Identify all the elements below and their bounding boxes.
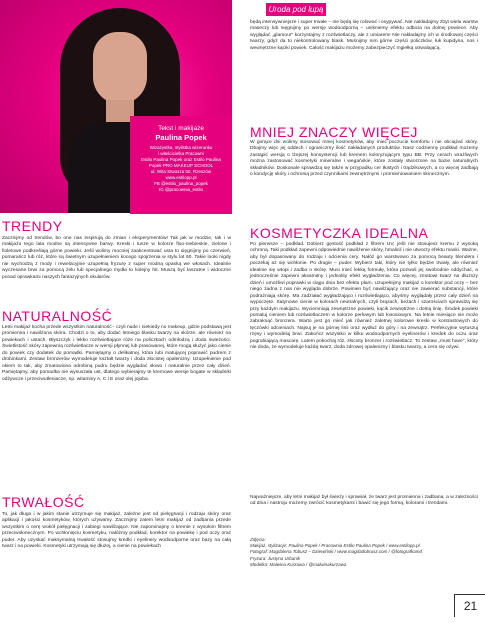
paragraph-trwalosc: To, jak długo i w jakim stanie utrzymuje się makijaż, zależne jest od pielęgnacji i rodzaju skóry oraz aplikacji i jakości kosmetyków, których używamy. Zacznijmy zatem letni makijaż od zadbania przede wszystkim o cerę wokół pielęgnacji i zabiegi nawilżające. Nie zapominajmy o kremie z wysokim filtrem przeciwsłonecznym. Po wchłonięciu kosmetyku, nałóżmy podkład, korektor na powiekę i pod oczy oraz puder. Aby uzyskać maksymalną trwałość stosujmy kredki i eyelinery wodoodporne oraz bazy na całą twarz i na powieki. Kosmetyki utrzymają się dłużej, a cienie na powiekach (2, 512, 231, 550)
credit-website-link[interactable]: www.estilopp.pl (165, 175, 197, 180)
credits-line: Fotograf: Magdalena Tobusz – Dziewiński / www.magdadobrusz.com / @fotografkamd (250, 549, 422, 555)
paragraph-intro-right: będą intensywniejsze i super trwałe – nie będą się rolować i osypywać. Nie nakładajmy zbyt wielu warstw maseczy lub sięgnijmy po wersję wodoodporną – unikniemy efektu odbicia na dolnej powiece. Aby wyglądać „glamour" korzystajmy z rozświetlaczy, ale z umiarem! Nie nakładajmy ich w środkowej części twarzy, gdyż da to niekontrolowany blask. Muśnijmy nim górne części policzków, łuk kupidyna, nos i wewnętrzne kąciki powiek. Całość makijażu możemy zabezpieczyć mgiełką utrwalającą. (250, 20, 478, 51)
credit-facebook-handle: FB @estilo_paulina_popek (154, 181, 208, 186)
credit-line: Estilo Paulina Popek oraz Estilo Paulina (141, 157, 221, 162)
paragraph-mniej-znaczy-wiecej: W gorące dni wolimy stosować mniej kosmetyków, aby mieć poczucie komfortu i nie obciążać skóry. Dbajmy więc jej oddech i ograniczmy ilość nakładanych produktów. Nasz codzienny podkład możemy zastąpić wersją o lżejszej konsystencji lub kremem koloryzującym typu BB. Przy cerach wrażliwych można zastosować kosmetyki mineralne i wegańskie, które zostały stworzone na bazie naturalnych składników. Doskonale sprawdzą się także w przypadku cer tłustych i trądzikowych, a co więcej zadbają o kondycję skóry i ochronią przed czynnikami zewnętrznymi i promieniowaniem słonecznym. (250, 140, 478, 178)
paragraph-trendy: Zacznijmy od trendów, bo one nas inspirują do zmian i eksperymentów! Tak jak w modzie, tak i w makijażu tego lata modne są intensywne barwy. Kreski i tusze w kolorze fluo-niebieskie, zielone i fioletowe podkreślają górne powieki. Jeśli wolimy mocniej zaakcentować usta to sięgnijmy po czerwień, pomarańcz lub róż, które są świetnym uzupełnieniem kocego spojrzenia w stylu lat 60. Takie looki nigdy nie wychodzą z mody i rewelacyjnie uzupełnią fryzurę z super modną opaską we włosach. Idealnie wyczesane brwi za pomocą żelu lub specjalnego mydła to kolejny hit. Muszą być łaszatne i widoczne ponad oprawkami naszych fantazyjnych okularów. (2, 236, 231, 280)
credit-instagram-handle: IG @pracownia_estilo (158, 187, 204, 192)
heading-trendy: TRENDY (2, 218, 63, 234)
credits-line: Zdjęcia: (250, 537, 266, 542)
heading-naturalnosc: NATURALNOŚĆ (2, 308, 113, 324)
credit-line: i właścicielka Pracowni (158, 151, 204, 156)
photo-face-shape (93, 32, 147, 104)
photo-credits (250, 537, 478, 568)
paragraph-closing: Najważniejsze, aby letni makijaż był świeży i sprawiał, że twarz jest promienna i zadbana, a w zależności od dnia i nastroju możemy zwrócić kosmetykami i bawić się jego formą, kolorami i trendami. (250, 495, 478, 507)
credit-line: Popek PRO MAKEUP SCHOOL (148, 163, 214, 168)
credits-line: Fryzura: Justyna Urbanik (250, 555, 301, 561)
credit-line: Wizażystka, stylistka wizerunku (149, 145, 213, 150)
author-name: Paulina Popek (155, 133, 207, 142)
heading-kosmetyczka-idealna: KOSMETYCZKA IDEALNA (250, 225, 429, 241)
credit-line: ul. Wita Stwosza 50, Rzeszów (150, 169, 212, 174)
paragraph-kosmetyczka-idealna: Po pierwsze – podkład. Dobierz gęstość podkład z filtrem UV, jeśli nie stosujesz kremu z wysoką ochroną. Taki podkład zapewni odpowiednie nawilżenie skóry, hmalicil i nie utworzy efektu maski. Ważne, aby był dopasowany do rodzaju i odcienia cery. Nałóż go warstwowo za pomocą beauty blendera i poczekaj aż się wchłonie. Po drugie – puder. Wybierz taki, który nie tylko będzie trwały, ale również idealnie się wtopi i zadba o skórę. Musi mieć lekką formułę, która pozwoli jej swobodnie oddychać, a jednocześnie zapewni aksamitny i jednolity efekt wygładzenia. Co więcej, zmatowi twarz na dłuższy dzień i umożliwi poprawki w ciągu dnia bez efektu plam. Uzupełnijmy makijaż o korektor pod oczy – bez niego żadna z nas nie wygląda dobrze. Powinien być nawilżający oraz nie zawierać substancji, które podrażniają skórę. Ma zadziałać wygładzająco i rozświetlająco, abyśmy wyglądały przez cały dzień na wypoczęte. Satynowe cienie w kolorach neutralnych, czyli brązach, beżach i szarościach sprawdzą się przy każdym makijażu. Wyciemniają zewnętrzne powieki, kącik zewnętrzne i dolną linię. Środek powieki pomaluj cieniem lub rozświetlaczem w kolorze perłowym lub łososiowym. Na letnie miesiące nie może zabraknąć bronzera. Warto jest go mieć jak również zaletnej kolorowe kreski w kontrastowych do tęczówki odcieniach. Najsuj je na górnej linii oraz wydłuż do góry i na zewnątrz. Perfekcyjnie wytuszuj rzęsy i wymodeluj brwi. Zakończ wszystko w kilku wodoodpornych eyelinerów i kredek do oczu oraz pogrubiającą mascarę. Latem pokochaj róż, złocisty bronzer i rozświetlacz. To zestaw „must have", który nie doda, że wymodeluje każdą twarz, doda zdrowej opalenizny i blasku twarzy, a cera się ożywi. (250, 242, 478, 351)
credits-line: Modelka: Malwina Kurzawa / @malwinakurzawa (250, 561, 347, 567)
section-header-label: Uroda pod lupą (266, 3, 326, 16)
heading-mniej-znaczy-wiecej: MNIEJ ZNACZY WIĘCEJ (250, 124, 418, 140)
credit-label: Tekst i makijaże (158, 125, 204, 132)
page-number: 21 (454, 594, 485, 617)
author-credit-panel (130, 116, 232, 214)
heading-trwalosc: TRWAŁOŚĆ (2, 494, 85, 510)
credits-line: Makijaż, stylizacje: Paulina Popek / Pracownia Estilo Paulina Popek / www.estilopp.pl (250, 543, 420, 549)
paragraph-naturalnosc: Letni makijaż kocha przede wszystkim naturalność - czyli nude i niekiedy no makeup, gdzie podstawą jest promienna i nawilżona skóra. Chodzi o to, aby dodać letniego blasku twarzy na skórze, ale również na powiekach i ustach. Błyszczyk i lekko rozświetlające róże na policzkach odmłodzą i doda świeżości. Świetlistość skóry zapewnią rozświetlacze w wersji płynnej lub prasowanej, które mogą służyć jako cienie do powiek czy dodatek do pomadki. Pamiętajmy o delikatnej, która lubi matującej poprawić pudrem z drobinkami. Zestaw bronzerów wymodeluje kształt twarzy i doda złocistej opalenizny. Uzupełnienie pod okiem to tak, aby zmatowiona odrobiną pudru będzie wygladać słowo i naturalnie przez cały dzień. Pamiętajmy, aby pomadka nie wysuszała ust, dlatego wybierajmy te kremowe wersje bogate w składniki odżywcze i przeciwutleniacze, np. witaminy A, C i E oraz olej jojoba. (2, 325, 231, 382)
